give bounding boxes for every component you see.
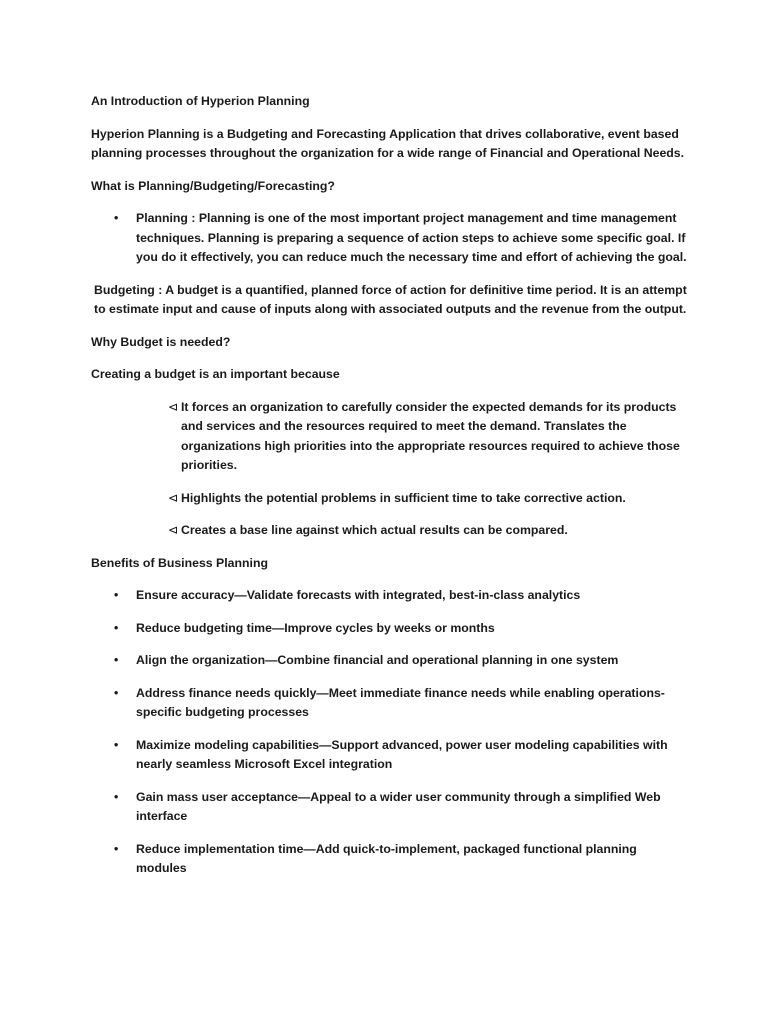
arrow-bullet-icon: ⊲: [168, 490, 179, 505]
document-title: An Introduction of Hyperion Planning: [91, 94, 310, 108]
budgeting-definition-paragraph: Budgeting : A budget is a quantified, planned force of action for definitive time period. It is an attempt to estimate input and cause of inputs along with associated outputs and the revenue from the output.: [94, 282, 687, 316]
list-item: [168, 398, 688, 476]
benefit-text: Gain mass user acceptance—Appeal to a wider user community through a simplified Web interface: [136, 789, 661, 823]
list-item: [91, 619, 688, 639]
list-item: [91, 684, 688, 723]
bullet-marker: •: [114, 789, 119, 804]
list-item: [91, 736, 688, 775]
benefit-text: Align the organization—Combine financial and operational planning in one system: [136, 653, 619, 667]
planning-question-heading: What is Planning/Budgeting/Forecasting?: [91, 178, 335, 193]
planning-definition-text: Planning : Planning is one of the most important project management and time management techniques. Planning is preparing a sequence of action steps to achieve some specific goal. If you do it effectively, you can reduce much the necessary time and effort of achieving the goal.: [136, 211, 687, 264]
list-item: [91, 651, 688, 671]
reason-text: Highlights the potential problems in sufficient time to take corrective action.: [181, 490, 626, 505]
list-item: [91, 840, 688, 879]
benefit-text: Reduce budgeting time—Improve cycles by weeks or months: [136, 620, 495, 635]
budget-important-intro: Creating a budget is an important because: [91, 367, 340, 381]
planning-definition-item: [91, 209, 688, 268]
benefits-heading: Benefits of Business Planning: [91, 555, 268, 570]
budget-reasons-list: [91, 398, 688, 541]
benefit-text: Address finance needs quickly—Meet immediate finance needs while enabling operations-specific budgeting processes: [136, 685, 665, 719]
list-item: [168, 521, 688, 541]
list-item: [91, 788, 688, 827]
bullet-marker: •: [114, 620, 119, 635]
benefit-text: Maximize modeling capabilities—Support advanced, power user modeling capabilities with nearly seamless Microsoft Excel integration: [136, 737, 668, 771]
benefit-text: Reduce implementation time—Add quick-to-implement, packaged functional planning modules: [136, 841, 637, 875]
bullet-marker: •: [114, 737, 119, 752]
arrow-bullet-icon: ⊲: [168, 523, 179, 537]
reason-text: Creates a base line against which actual results can be compared.: [181, 523, 568, 537]
bullet-marker: •: [114, 653, 119, 667]
bullet-marker: •: [114, 841, 119, 856]
benefits-list: [91, 586, 688, 879]
budget-needed-heading: Why Budget is needed?: [91, 334, 231, 349]
intro-paragraph: Hyperion Planning is a Budgeting and Forecasting Application that drives collaborative, event based planning processes throughout the organization for a wide range of Financial and Operational Needs.: [91, 126, 685, 160]
bullet-marker: •: [114, 685, 119, 700]
benefit-text: Ensure accuracy—Validate forecasts with integrated, best-in-class analytics: [136, 588, 581, 602]
bullet-marker: •: [114, 211, 119, 225]
list-item: [91, 586, 688, 606]
arrow-bullet-icon: ⊲: [168, 399, 179, 414]
list-item: [168, 489, 688, 509]
bullet-marker: •: [114, 588, 119, 602]
reason-text: It forces an organization to carefully consider the expected demands for its products and services and the resources required to meet the demand. Translates the organizations high priorities into the appropriate resources required to achieve those priorities.: [181, 399, 680, 472]
